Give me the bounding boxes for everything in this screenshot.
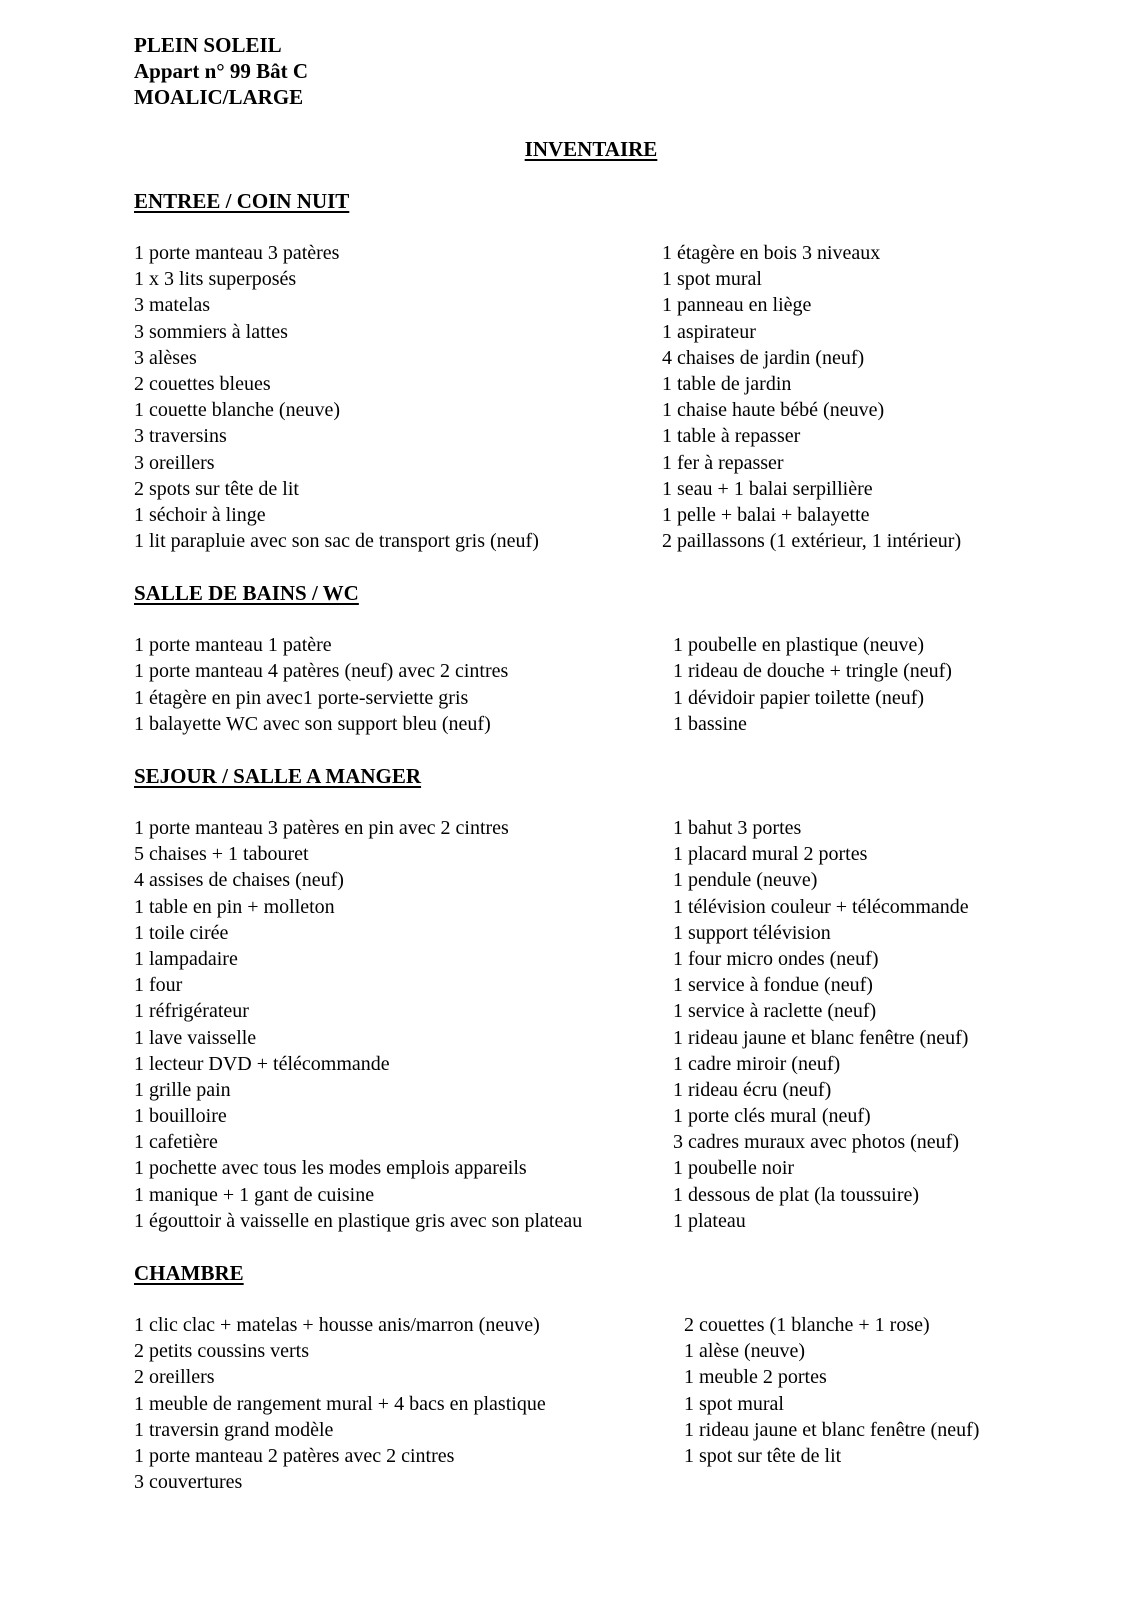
list-item: 3 matelas xyxy=(134,294,211,317)
list-item: 1 grille pain xyxy=(134,1078,231,1101)
list-item: 1 lave vaisselle xyxy=(134,1026,257,1049)
section-title: CHAMBRE xyxy=(134,1261,244,1285)
list-item: 1 spot sur tête de lit xyxy=(684,1444,842,1467)
apartment-number: Appart n° 99 Bât C xyxy=(134,59,309,83)
section-columns xyxy=(134,1312,1071,1495)
list-item: 1 meuble de rangement mural + 4 bacs en plastique xyxy=(134,1392,546,1415)
section-title: SALLE DE BAINS / WC xyxy=(134,581,359,606)
list-item: 1 aspirateur xyxy=(662,320,756,343)
list-item: 1 porte manteau 1 patère xyxy=(134,634,332,657)
document-title: INVENTAIRE xyxy=(524,137,658,161)
section-columns xyxy=(134,815,1071,1234)
list-item: 1 balayette WC avec son support bleu (neuf) xyxy=(134,712,491,735)
list-item: 1 porte manteau 3 patères en pin avec 2 cintres xyxy=(134,817,509,839)
list-item: 1 four micro ondes (neuf) xyxy=(673,947,879,970)
list-item: 1 spot mural xyxy=(662,268,762,291)
list-item: 1 spot mural xyxy=(684,1392,784,1415)
section-columns xyxy=(134,632,1071,737)
section-title: ENTREE / COIN NUIT xyxy=(134,189,350,213)
list-item: 1 rideau jaune et blanc fenêtre (neuf) xyxy=(673,1026,969,1049)
list-item: 1 bahut 3 portes xyxy=(673,817,802,839)
list-item: 1 lampadaire xyxy=(134,947,238,970)
section-columns xyxy=(134,240,1071,554)
inventory-section xyxy=(134,763,1071,1234)
list-item: 2 couettes (1 blanche + 1 rose) xyxy=(684,1314,930,1336)
list-item: 3 oreillers xyxy=(134,451,215,474)
list-item: 1 couette blanche (neuve) xyxy=(134,399,341,422)
list-item: 2 petits coussins verts xyxy=(134,1340,309,1363)
list-item: 1 support télévision xyxy=(673,921,831,944)
list-item: 1 rideau de douche + tringle (neuf) xyxy=(673,660,952,683)
list-item: 1 porte manteau 4 patères (neuf) avec 2 cintres xyxy=(134,660,509,683)
list-item: 3 sommiers à lattes xyxy=(134,320,288,343)
inventory-section xyxy=(134,188,1071,554)
list-item: 1 égouttoir à vaisselle en plastique gris avec son plateau xyxy=(134,1209,583,1232)
list-item: 1 bassine xyxy=(673,712,747,735)
list-item: 1 dévidoir papier toilette (neuf) xyxy=(673,686,925,709)
document-header xyxy=(134,32,1071,110)
list-item: 1 lecteur DVD + télécommande xyxy=(134,1052,390,1075)
list-item: 1 clic clac + matelas + housse anis/marron (neuve) xyxy=(134,1314,540,1336)
list-item: 1 pochette avec tous les modes emplois appareils xyxy=(134,1157,527,1180)
item-column-right xyxy=(673,815,969,1234)
owner-names: MOALIC/LARGE xyxy=(134,85,304,109)
list-item: 1 bouilloire xyxy=(134,1105,227,1128)
list-item: 1 étagère en pin avec1 porte-serviette gris xyxy=(134,686,469,709)
list-item: 1 plateau xyxy=(673,1209,746,1232)
list-item: 1 traversin grand modèle xyxy=(134,1418,334,1441)
list-item: 1 meuble 2 portes xyxy=(684,1366,827,1389)
list-item: 1 lit parapluie avec son sac de transport gris (neuf) xyxy=(134,530,539,553)
list-item: 3 alèses xyxy=(134,346,197,369)
list-item: 1 séchoir à linge xyxy=(134,503,266,526)
list-item: 1 fer à repasser xyxy=(662,451,784,474)
list-item: 1 chaise haute bébé (neuve) xyxy=(662,399,885,422)
list-item: 1 placard mural 2 portes xyxy=(673,843,868,866)
list-item: 1 réfrigérateur xyxy=(134,1000,249,1023)
list-item: 1 rideau écru (neuf) xyxy=(673,1078,832,1101)
list-item: 1 porte manteau 3 patères xyxy=(134,242,340,264)
list-item: 2 oreillers xyxy=(134,1366,215,1389)
inventory-section xyxy=(134,580,1071,737)
list-item: 1 seau + 1 balai serpillière xyxy=(662,477,873,500)
list-item: 3 couvertures xyxy=(134,1471,243,1494)
item-column-right xyxy=(662,240,961,554)
list-item: 3 traversins xyxy=(134,425,227,448)
residence-name: PLEIN SOLEIL xyxy=(134,33,282,57)
list-item: 1 service à fondue (neuf) xyxy=(673,974,873,997)
list-item: 1 poubelle noir xyxy=(673,1157,795,1180)
list-item: 5 chaises + 1 tabouret xyxy=(134,843,309,866)
item-column-right xyxy=(673,632,952,737)
list-item: 1 télévision couleur + télécommande xyxy=(673,895,969,918)
list-item: 4 assises de chaises (neuf) xyxy=(134,869,344,892)
list-item: 1 étagère en bois 3 niveaux xyxy=(662,242,881,264)
list-item: 1 cadre miroir (neuf) xyxy=(673,1052,841,1075)
list-item: 1 poubelle en plastique (neuve) xyxy=(673,634,925,657)
list-item: 2 paillassons (1 extérieur, 1 intérieur) xyxy=(662,530,962,553)
item-column-left xyxy=(134,1312,684,1495)
list-item: 1 alèse (neuve) xyxy=(684,1340,806,1363)
item-column-left xyxy=(134,632,673,737)
list-item: 1 rideau jaune et blanc fenêtre (neuf) xyxy=(684,1418,980,1441)
list-item: 1 pendule (neuve) xyxy=(673,869,818,892)
list-item: 1 table de jardin xyxy=(662,372,792,395)
list-item: 1 four xyxy=(134,974,183,997)
list-item: 1 porte clés mural (neuf) xyxy=(673,1105,871,1128)
list-item: 1 manique + 1 gant de cuisine xyxy=(134,1183,375,1206)
item-column-right xyxy=(684,1312,979,1495)
item-column-left xyxy=(134,240,662,554)
item-column-left xyxy=(134,815,673,1234)
list-item: 1 toile cirée xyxy=(134,921,229,944)
list-item: 1 pelle + balai + balayette xyxy=(662,503,870,526)
list-item: 1 x 3 lits superposés xyxy=(134,268,297,291)
list-item: 2 spots sur tête de lit xyxy=(134,477,299,500)
list-item: 1 table à repasser xyxy=(662,425,801,448)
inventory-sections xyxy=(134,188,1071,1495)
list-item: 3 cadres muraux avec photos (neuf) xyxy=(673,1131,959,1154)
list-item: 2 couettes bleues xyxy=(134,372,271,395)
list-item: 1 table en pin + molleton xyxy=(134,895,335,918)
list-item: 1 cafetière xyxy=(134,1131,218,1154)
section-title: SEJOUR / SALLE A MANGER xyxy=(134,764,422,788)
list-item: 1 porte manteau 2 patères avec 2 cintres xyxy=(134,1444,455,1467)
list-item: 1 dessous de plat (la toussuire) xyxy=(673,1183,920,1206)
list-item: 4 chaises de jardin (neuf) xyxy=(662,346,865,369)
inventory-section xyxy=(134,1260,1071,1495)
list-item: 1 service à raclette (neuf) xyxy=(673,1000,877,1023)
list-item: 1 panneau en liège xyxy=(662,294,812,317)
